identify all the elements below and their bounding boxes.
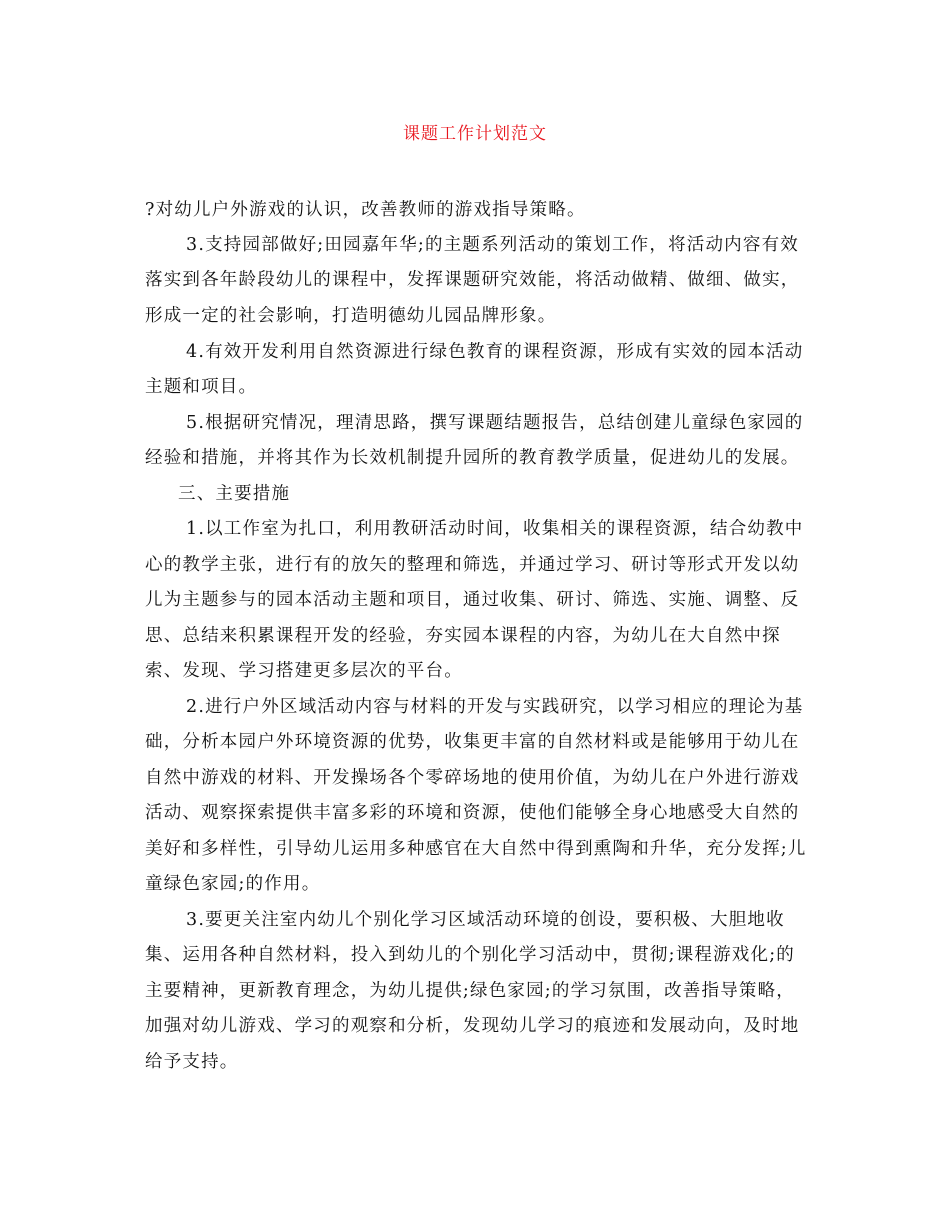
section-heading: 三、主要措施 bbox=[178, 484, 291, 504]
paragraph-line: ?对幼儿户外游戏的认识，改善教师的游戏指导策略。 bbox=[145, 200, 586, 220]
paragraph-line: 美好和多样性，引导幼儿运用多种感官在大自然中得到熏陶和升华，充分发挥;儿 bbox=[145, 839, 807, 859]
paragraph-line: 给予支持。 bbox=[145, 1052, 239, 1072]
paragraph-line: 主要精神，更新教育理念，为幼儿提供;绿色家园;的学习氛围，改善指导策略， bbox=[145, 981, 795, 1001]
paragraph-line: 儿为主题参与的园本活动主题和项目，通过收集、研讨、筛选、实施、调整、反 bbox=[145, 590, 800, 610]
paragraph-line: 3.要更关注室内幼儿个别化学习区域活动环境的创设，要积极、大胆地收 bbox=[186, 910, 785, 930]
paragraph-line: 索、发现、学习搭建更多层次的平台。 bbox=[145, 661, 463, 681]
paragraph-line: 落实到各年龄段幼儿的课程中，发挥课题研究效能，将活动做精、做细、做实， bbox=[145, 270, 800, 290]
paragraph-line: 加强对幼儿游戏、学习的观察和分析，发现幼儿学习的痕迹和发展动向，及时地 bbox=[145, 1016, 800, 1036]
paragraph-line: 思、总结来积累课程开发的经验，夯实园本课程的内容，为幼儿在大自然中探 bbox=[145, 626, 781, 646]
paragraph-line: 5.根据研究情况，理清思路，撰写课题结题报告，总结创建儿童绿色家园的 bbox=[186, 413, 804, 433]
paragraph-line: 4.有效开发利用自然资源进行绿色教育的课程资源，形成有实效的园本活动 bbox=[186, 342, 804, 362]
paragraph-line: 2.进行户外区域活动内容与材料的开发与实践研究，以学习相应的理论为基 bbox=[186, 697, 804, 717]
paragraph-line: 自然中游戏的材料、开发操场各个零碎场地的使用价值，为幼儿在户外进行游戏 bbox=[145, 768, 800, 788]
paragraph-line: 活动、观察探索提供丰富多彩的环境和资源，使他们能够全身心地感受大自然的 bbox=[145, 803, 800, 823]
paragraph-line: 3.支持园部做好;田园嘉年华;的主题系列活动的策划工作，将活动内容有效 bbox=[186, 235, 799, 255]
paragraph-line: 主题和项目。 bbox=[145, 377, 258, 397]
paragraph-line: 础，分析本园户外环境资源的优势，收集更丰富的自然材料或是能够用于幼儿在 bbox=[145, 732, 800, 752]
document-title: 课题工作计划范文 bbox=[403, 124, 547, 144]
paragraph-line: 经验和措施，并将其作为长效机制提升园所的教育教学质量，促进幼儿的发展。 bbox=[145, 448, 800, 468]
paragraph-line: 心的教学主张，进行有的放矢的整理和筛选，并通过学习、研讨等形式开发以幼 bbox=[145, 555, 800, 575]
paragraph-line: 1.以工作室为扎口，利用教研活动时间，收集相关的课程资源，结合幼教中 bbox=[186, 519, 804, 539]
paragraph-line: 集、运用各种自然材料，投入到幼儿的个别化学习活动中，贯彻;课程游戏化;的 bbox=[145, 945, 795, 965]
paragraph-line: 形成一定的社会影响，打造明德幼儿园品牌形象。 bbox=[145, 306, 557, 326]
paragraph-line: 童绿色家园;的作用。 bbox=[145, 874, 321, 894]
